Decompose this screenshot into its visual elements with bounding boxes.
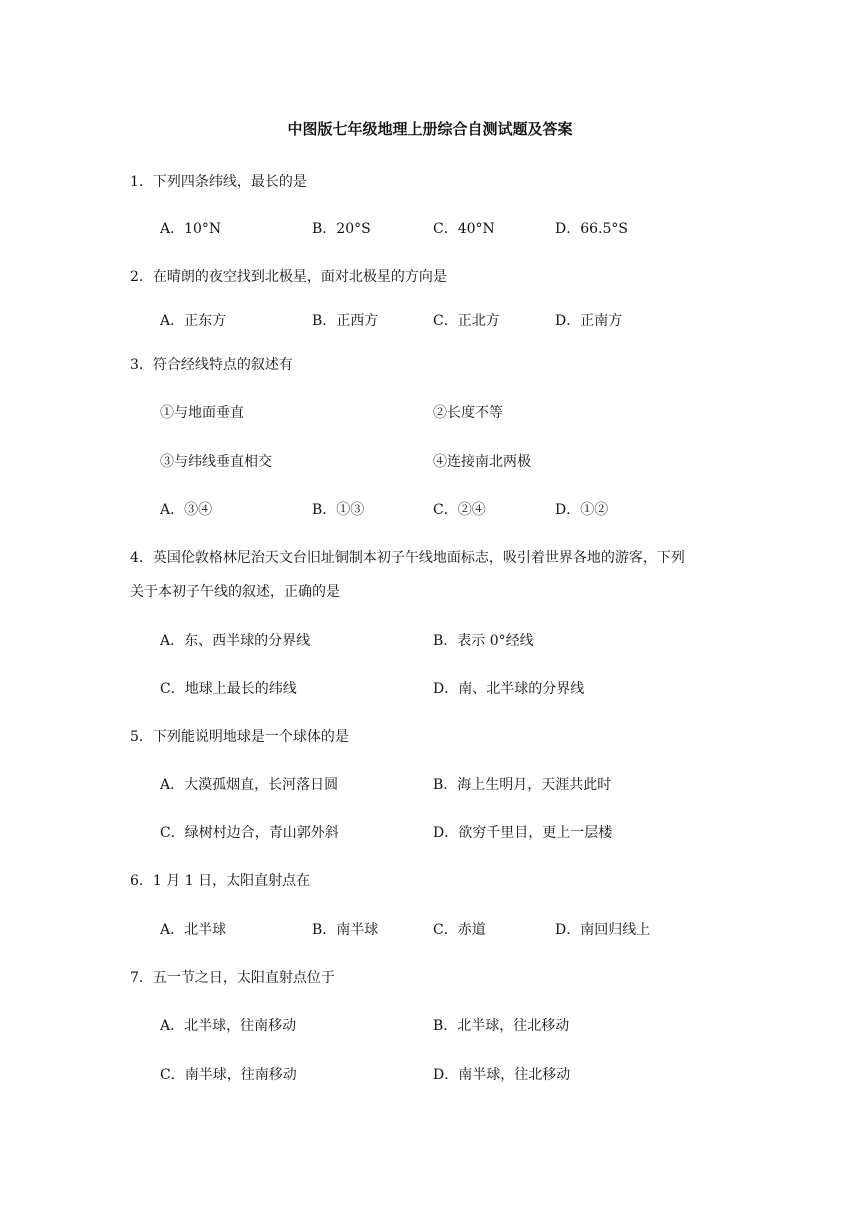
option-d: D．南半球，往北移动 [433,1067,571,1083]
option-d: D．南回归线上 [555,922,651,938]
question-stem: 7．五一节之日，太阳直射点位于 [130,970,335,986]
option-d: D．①② [555,502,609,518]
option-b: B．①③ [312,502,365,518]
option-c: C．地球上最长的纬线 [160,681,297,697]
option-d: D．66.5°S [555,221,628,237]
option-b: B．北半球，往北移动 [433,1018,570,1034]
option-a: A．东、西半球的分界线 [160,633,311,649]
option-a: A．北半球，往南移动 [160,1018,297,1034]
option-a: A．正东方 [160,313,227,329]
option-c: C．②④ [433,502,486,518]
option-b: B．20°S [312,221,371,237]
question-stem: 3．符合经线特点的叙述有 [130,357,293,373]
option-c: C．绿树村边合，青山郭外斜 [160,825,339,841]
question-stem-line-1: 4．英国伦敦格林尼治天文台旧址铜制本初子午线地面标志，吸引着世界各地的游客，下列 [130,550,685,566]
statement-4: ④连接南北两极 [433,454,531,470]
option-b: B．海上生明月，天涯共此时 [433,777,612,793]
option-c: C．正北方 [433,313,500,329]
option-c: C．40°N [433,221,495,237]
option-b: B．表示 0°经线 [433,633,534,649]
option-d: D．正南方 [555,313,623,329]
option-c: C．南半球，往南移动 [160,1067,297,1083]
option-c: C．赤道 [433,922,486,938]
question-stem: 5．下列能说明地球是一个球体的是 [130,729,349,745]
statement-3: ③与纬线垂直相交 [160,454,272,470]
option-a: A．北半球 [160,922,227,938]
question-stem: 1．下列四条纬线，最长的是 [130,174,307,190]
statement-2: ②长度不等 [433,405,503,421]
question-stem: 6．1 月 1 日，太阳直射点在 [130,873,311,889]
document-title: 中图版七年级地理上册综合自测试题及答案 [287,120,573,138]
option-a: A．大漠孤烟直，长河落日圆 [160,777,339,793]
question-stem-line-2: 关于本初子午线的叙述，正确的是 [130,584,340,600]
option-d: D．欲穷千里目，更上一层楼 [433,825,613,841]
option-d: D．南、北半球的分界线 [433,681,585,697]
option-b: B．南半球 [312,922,379,938]
statement-1: ①与地面垂直 [160,405,244,421]
question-stem: 2．在晴朗的夜空找到北极星，面对北极星的方向是 [130,269,447,285]
option-b: B．正西方 [312,313,379,329]
option-a: A．10°N [160,221,222,237]
option-a: A．③④ [160,502,213,518]
